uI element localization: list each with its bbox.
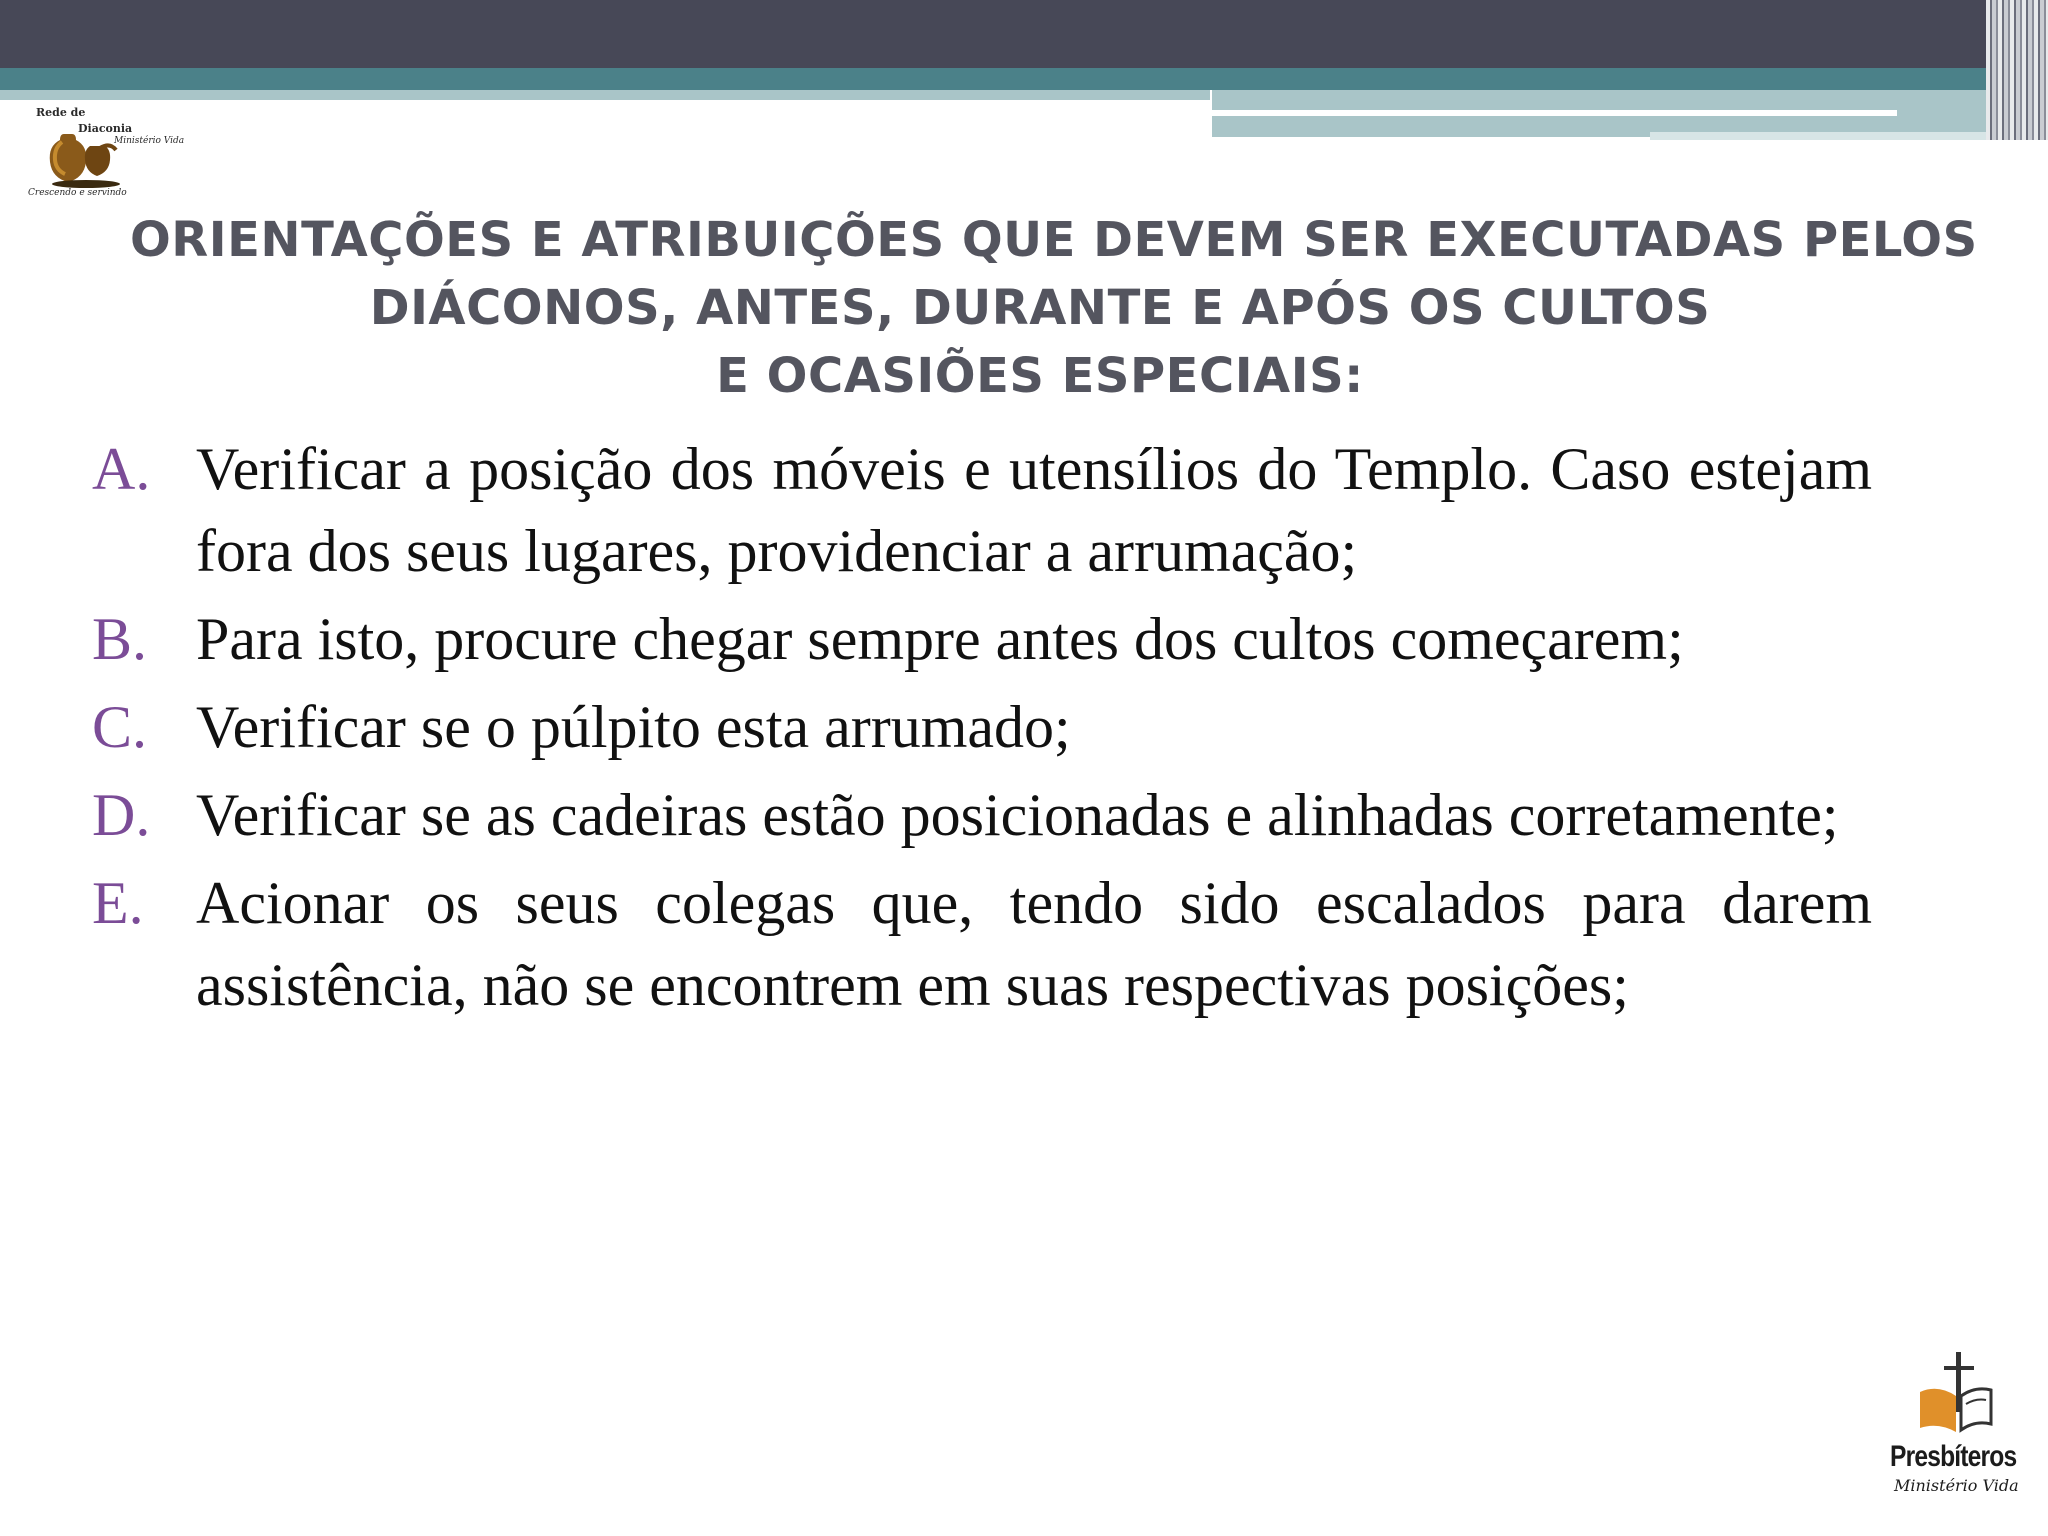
list-item-text: Verificar se o púlpito esta arrumado;	[196, 694, 1071, 760]
list-item	[92, 774, 1872, 856]
list-marker: A.	[92, 436, 151, 502]
list-marker: C.	[92, 694, 148, 760]
page-title	[130, 206, 1978, 410]
header-bar-right-extension	[1650, 132, 2010, 140]
logo-bottom-name: Presbíteros	[1890, 1440, 2017, 1473]
list-item-text: Verificar se as cadeiras estão posicionadas e alinhadas corretamente;	[196, 782, 1839, 848]
list-marker: B.	[92, 606, 148, 672]
list-marker: D.	[92, 782, 151, 848]
logo-line-3: Ministério Vida	[114, 136, 185, 146]
title-line-3: E OCASIÕES ESPECIAIS:	[716, 348, 1364, 404]
header-bar-dark	[0, 0, 2048, 68]
instructions-list	[92, 428, 1872, 1032]
title-line-2: DIÁCONOS, ANTES, DURANTE E APÓS OS CULTOS	[369, 280, 1711, 336]
logo-bottom-subtitle: Ministério Vida	[1894, 1476, 2019, 1495]
header-stripes	[1986, 0, 2048, 140]
title-line-1: ORIENTAÇÕES E ATRIBUIÇÕES QUE DEVEM SER EXECUTADAS PELOS	[130, 212, 1978, 268]
presbiteros-logo	[1880, 1352, 2040, 1502]
list-marker: E.	[92, 870, 144, 936]
pitcher-icon	[40, 126, 140, 190]
list-item	[92, 598, 1872, 680]
list-item-text: Acionar os seus colegas que, tendo sido escalados para darem assistência, não se encontrem em suas respectivas posições;	[196, 870, 1872, 1018]
cross-book-icon	[1914, 1352, 2004, 1440]
logo-line-1: Rede de	[36, 106, 86, 119]
list-item	[92, 862, 1872, 1026]
logo-line-4: Crescendo e servindo	[28, 188, 127, 198]
header-bar-white-line	[1212, 110, 1897, 116]
header-bar-teal	[0, 68, 2048, 90]
diaconia-logo	[28, 104, 185, 204]
list-item-text: Para isto, procure chegar sempre antes dos cultos começarem;	[196, 606, 1684, 672]
list-item	[92, 686, 1872, 768]
list-item	[92, 428, 1872, 592]
header-bar-light-left	[0, 90, 1210, 100]
logo-line-2: Diaconia	[78, 122, 133, 135]
list-item-text: Verificar a posição dos móveis e utensílios do Templo. Caso estejam fora dos seus lugares, providenciar a arrumação;	[196, 436, 1872, 584]
